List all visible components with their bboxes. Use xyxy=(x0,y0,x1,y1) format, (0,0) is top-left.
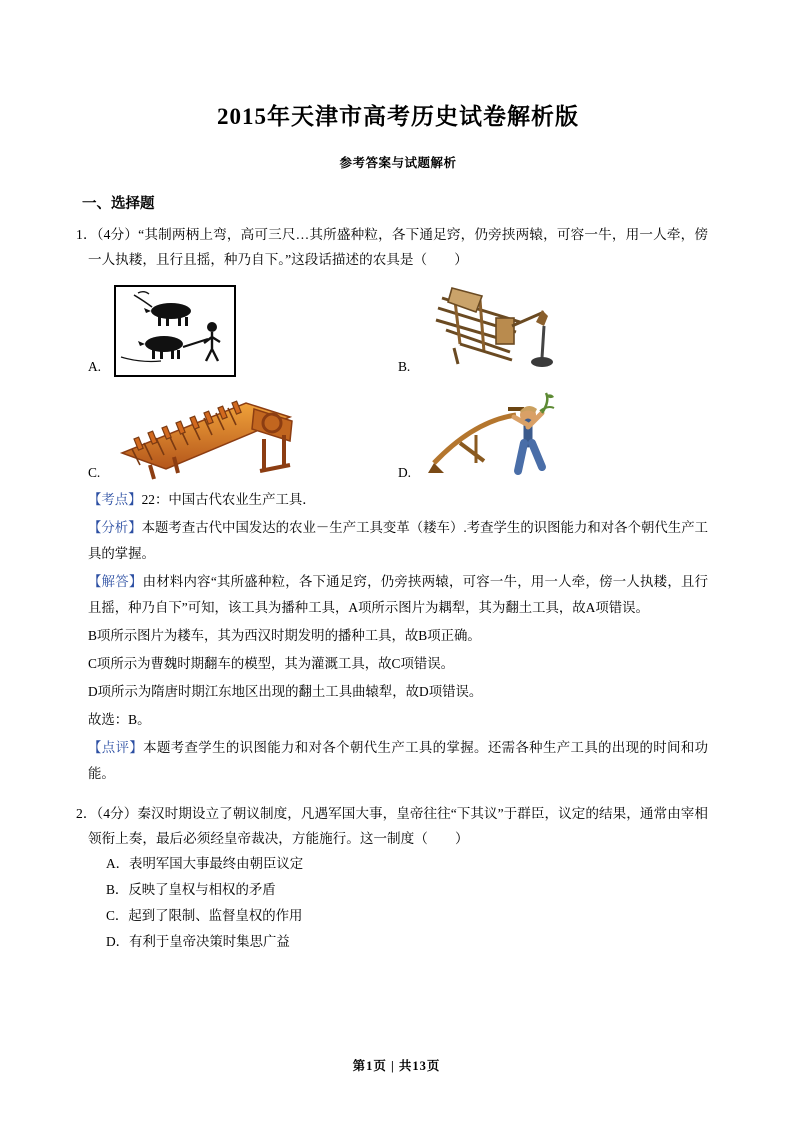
jieda-tag: 【解答】 xyxy=(88,574,143,589)
fenxi-text: 本题考查古代中国发达的农业－生产工具变革（耧车）.考查学生的识图能力和对各个朝代生产工具的掌握。 xyxy=(88,520,708,561)
page-subtitle: 参考答案与试题解析 xyxy=(339,156,457,170)
curved-shaft-plough-image xyxy=(424,391,574,483)
page-content xyxy=(76,0,709,955)
question-1-fenxi xyxy=(88,515,708,567)
question-2-choice-c[interactable]: C．起到了限制、监督皇权的作用 xyxy=(106,908,303,923)
jieda-text: 由材料内容“其所盛种粒，各下通足窍，仍旁挟两辕，可容一牛，用一人牵，傍一人执耧，且行且摇，种乃自下”可知，该工具为播种工具，A项所示图片为耦犁，其为翻土工具，故A项错误。 xyxy=(88,574,708,615)
question-2-choice-d[interactable]: D．有利于皇帝决策时集思广益 xyxy=(106,934,290,949)
chain-pump-fanche-image xyxy=(114,395,314,483)
seed-drill-svg xyxy=(424,282,574,377)
image-option-row-1 xyxy=(88,282,708,377)
image-option-a[interactable] xyxy=(88,282,398,377)
curved-plough-svg xyxy=(424,391,574,483)
kaodian-text: 22：中国古代农业生产工具． xyxy=(141,492,316,507)
question-1-answer: 故选：B。 xyxy=(88,712,151,727)
question-1-jieda-c: C项所示为曹魏时期翻车的模型，其为灌溉工具，故C项错误。 xyxy=(88,656,455,671)
question-2-choice-a[interactable]: A．表明军国大事最终由朝臣议定 xyxy=(106,856,304,871)
question-2-score: （4分） xyxy=(96,806,138,821)
question-1-number: 1 xyxy=(76,227,83,242)
image-option-b[interactable] xyxy=(398,282,708,377)
kaodian-tag: 【考点】 xyxy=(88,492,142,507)
question-2-dot: ． xyxy=(82,806,97,821)
option-d-letter: D. xyxy=(398,465,412,480)
question-1-jieda-d: D项所示为隋唐时期江东地区出现的翻土工具曲辕犁，故D项错误。 xyxy=(88,684,483,699)
question-2 xyxy=(76,801,708,955)
chain-pump-svg xyxy=(114,395,314,483)
seed-drill-louche-image xyxy=(424,282,574,377)
question-1-dot: ． xyxy=(82,227,97,242)
question-1 xyxy=(76,222,709,787)
ox-plough-rubbing-image xyxy=(114,285,236,377)
question-2-choice-b[interactable]: B．反映了皇权与相权的矛盾 xyxy=(106,882,276,897)
question-1-text: “其制两柄上弯，高可三尺…其所盛种粒，各下通足窍，仍旁挟两辕，可容一牛，用一人牵，傍一人执耧，且行且摇，种乃自下。”这段话描述的农具是（ ） xyxy=(88,227,709,267)
page-title: 2015年天津市高考历史试卷解析版 xyxy=(217,104,579,129)
question-2-stem-line xyxy=(76,801,708,851)
fenxi-tag: 【分析】 xyxy=(88,520,142,535)
option-c-letter: C. xyxy=(88,465,101,480)
image-option-row-2 xyxy=(88,391,708,483)
question-1-kaodian xyxy=(88,487,708,513)
question-1-score: （4分） xyxy=(96,227,139,242)
page-footer: 第1页 | 共13页 xyxy=(352,1059,441,1073)
question-1-jieda xyxy=(88,569,708,621)
dianping-tag: 【点评】 xyxy=(88,740,144,755)
question-2-number: 2 xyxy=(76,806,83,821)
question-1-dianping xyxy=(88,735,708,787)
question-1-jieda-b: B项所示图片为耧车，其为西汉时期发明的播种工具，故B项正确。 xyxy=(88,628,481,643)
ox-plough-rubbing-svg xyxy=(116,287,230,371)
dianping-text: 本题考查学生的识图能力和对各个朝代生产工具的掌握。还需各种生产工具的出现的时间和功能。 xyxy=(88,740,709,781)
section-heading: 一、选择题 xyxy=(82,196,155,212)
question-1-image-options xyxy=(88,282,708,483)
option-a-letter: A. xyxy=(88,359,102,374)
question-2-text: 秦汉时期设立了朝议制度，凡遇军国大事，皇帝往往“下其议”于群臣，议定的结果，通常由宰相领衔上奏，最后必须经皇帝裁决，方能施行。这一制度（ ） xyxy=(88,806,708,846)
question-1-stem-line xyxy=(76,222,709,272)
image-option-c[interactable] xyxy=(88,391,398,483)
option-b-letter: B. xyxy=(398,359,411,374)
image-option-d[interactable] xyxy=(398,391,708,483)
